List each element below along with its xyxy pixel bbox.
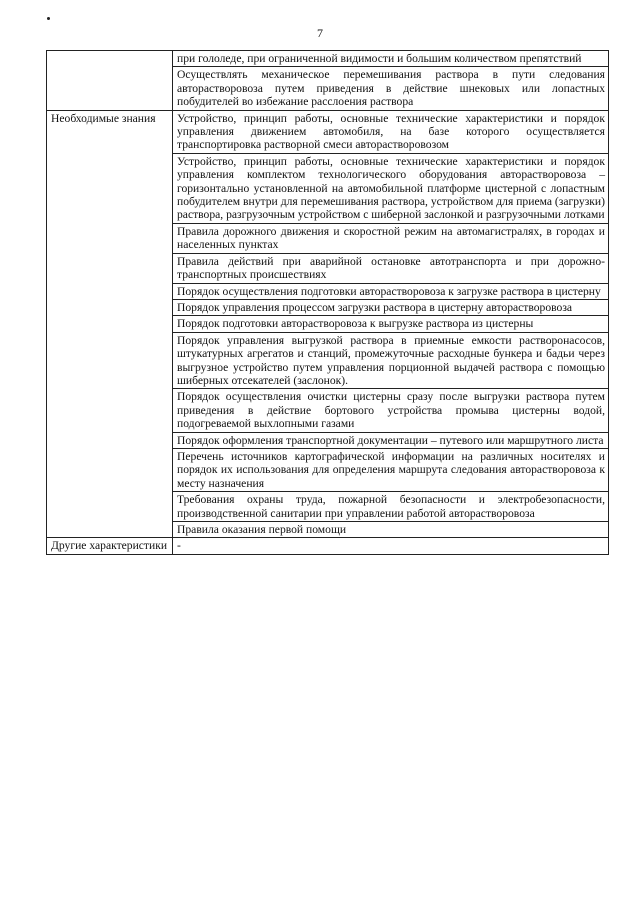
scan-speck (47, 17, 50, 20)
table-row (47, 538, 609, 554)
table-cell: Правила действий при аварийной остановке автотранспорта и при дорожно-транспортных происшествиях (173, 253, 609, 283)
table-cell: Правила оказания первой помощи (173, 522, 609, 538)
table-cell: Порядок подготовки авторастворовоза к выгрузке раствора из цистерны (173, 316, 609, 332)
table-cell: Осуществлять механическое перемешивания раствора в пути следования авторастворовоза путем приведения в действие шнековых или лопастных побудителей во избежание расслоения раствора (173, 67, 609, 110)
row-label-other-characteristics: Другие характеристики (47, 538, 173, 554)
table-cell: Порядок осуществления подготовки авторастворовоза к загрузке раствора в цистерну (173, 283, 609, 299)
table-cell: Перечень источников картографической информации на различных носителях и порядок их использования для определения маршрута следования авторастворовоза к месту назначения (173, 448, 609, 491)
table-cell: - (173, 538, 609, 554)
table-cell: при гололеде, при ограниченной видимости и большим количеством препятствий (173, 51, 609, 67)
row-label-cell (47, 51, 173, 111)
table-cell: Устройство, принцип работы, основные технические характеристики и порядок управления движением автомобиля, на базе которого осуществляется транспортировка растворной смеси авторастворовозом (173, 110, 609, 153)
qualification-table (46, 50, 609, 555)
table-cell: Правила дорожного движения и скоростной режим на автомагистралях, в городах и населенных пунктах (173, 223, 609, 253)
table-cell: Порядок оформления транспортной документации – путевого или маршрутного листа (173, 432, 609, 448)
table-cell: Порядок управления выгрузкой раствора в приемные емкости растворонасосов, штукатурных агрегатов и станций, промежуточные расходные бункера и бадьи через выгрузное устройство путем управления порционной выдачей раствора с помощью шиберных отсекателей (заслонок). (173, 332, 609, 389)
page-number: 7 (317, 26, 323, 40)
row-label-necessary-knowledge: Необходимые знания (47, 110, 173, 538)
table-cell: Устройство, принцип работы, основные технические характеристики и порядок управления комплектом технологического оборудования авторастворовоза – горизонтально установленной на автомобильной платформе цистерной с лопастным побудителем внутри для перемешивания раствора, устройством для приема (загрузки) раствора, разгрузочным устройством с шиберной заслонкой и разгрузочными лотками (173, 153, 609, 223)
table-row (47, 110, 609, 153)
table-cell: Порядок управления процессом загрузки раствора в цистерну авторастворовоза (173, 299, 609, 315)
table-row (47, 51, 609, 67)
table-cell: Порядок осуществления очистки цистерны сразу после выгрузки раствора путем приведения в действие бортового устройства промыва цистерны водой, подогреваемой выхлопными газами (173, 389, 609, 432)
table-cell: Требования охраны труда, пожарной безопасности и электробезопасности, производственной санитарии при управлении работой авторастворовоза (173, 492, 609, 522)
